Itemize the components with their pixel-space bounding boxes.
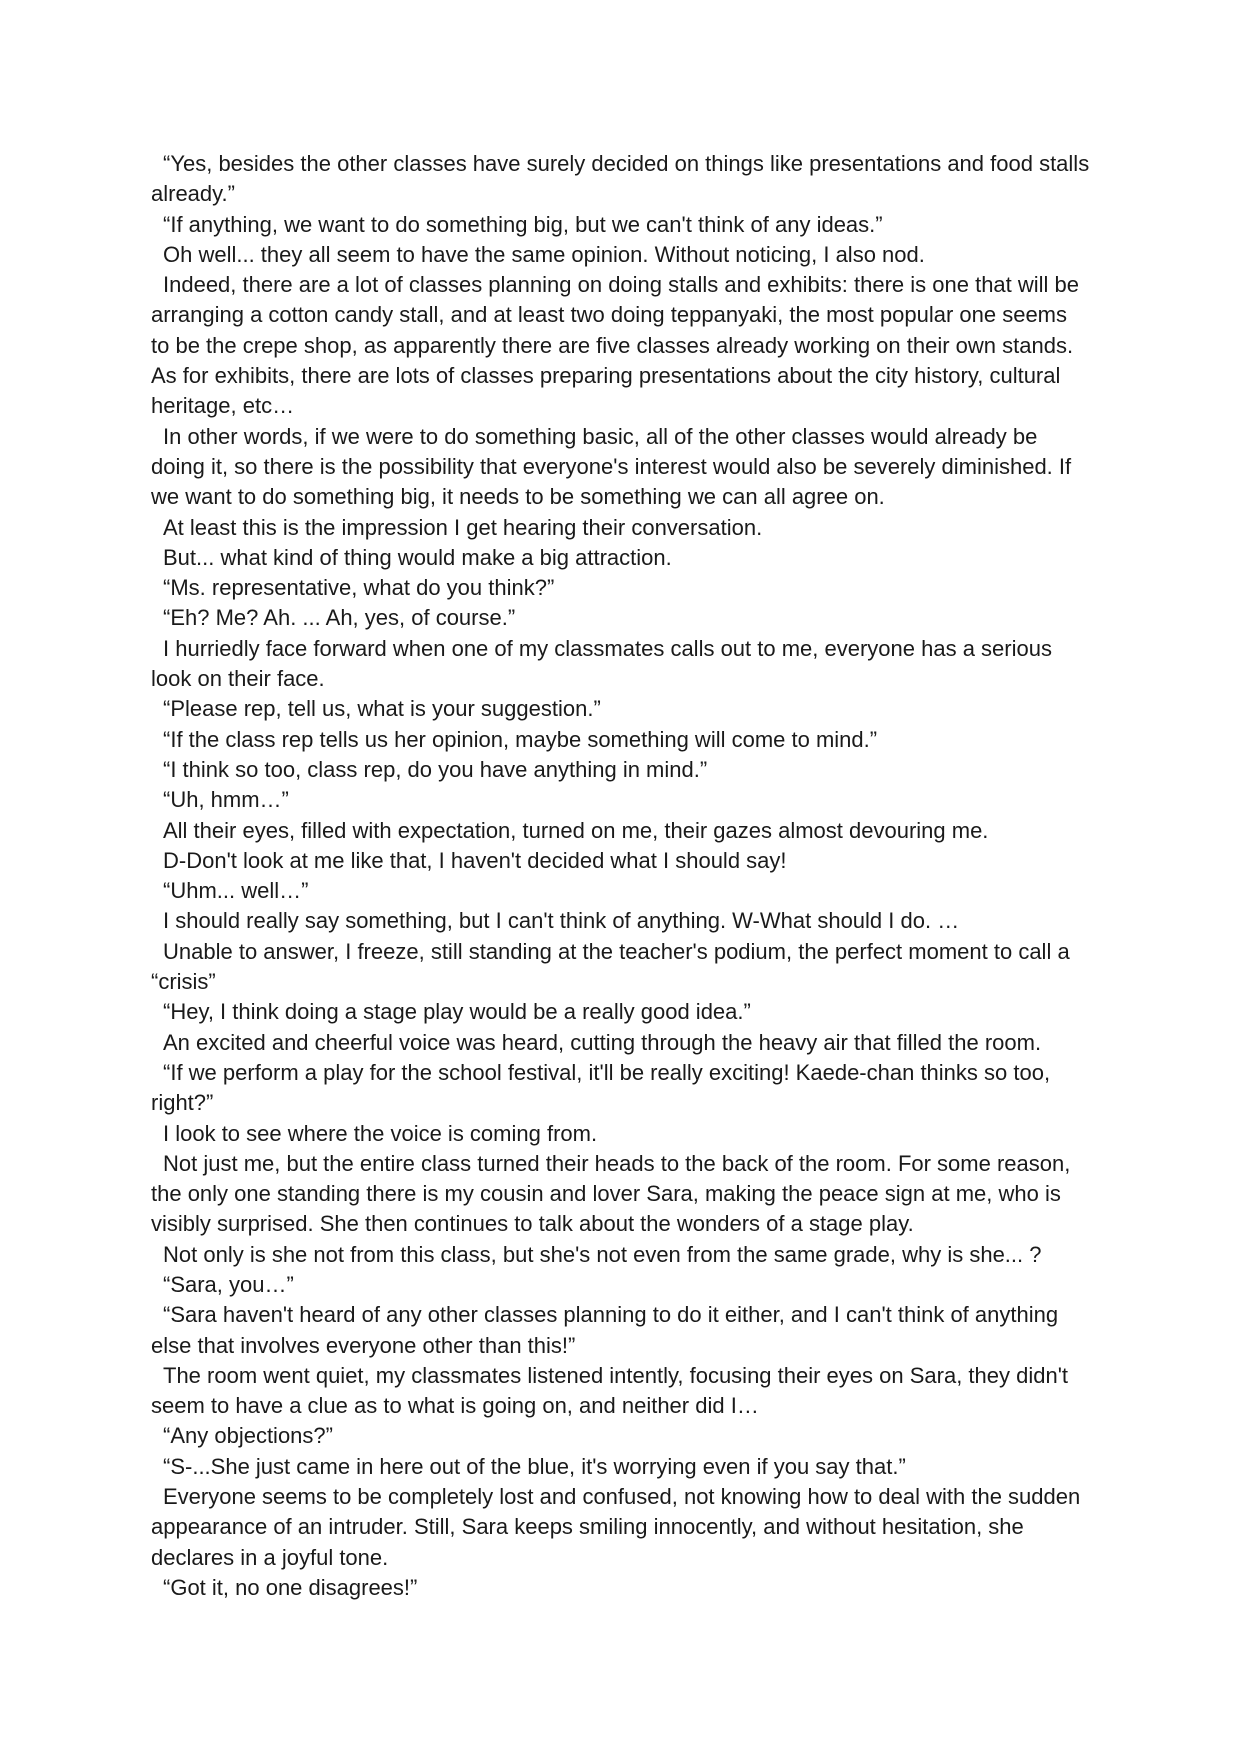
paragraph: “Ms. representative, what do you think?” xyxy=(163,575,555,601)
paragraph: “Yes, besides the other classes have surely decided on things like presentations and food stalls already.” xyxy=(151,151,1090,207)
paragraph: But... what kind of thing would make a big attraction. xyxy=(163,544,672,570)
paragraph: Unable to answer, I freeze, still standing at the teacher's podium, the perfect moment to call a “crisis” xyxy=(151,938,1070,995)
paragraph: “Hey, I think doing a stage play would be a really good idea.” xyxy=(163,999,751,1025)
paragraph: The room went quiet, my classmates listened intently, focusing their eyes on Sara, they didn't seem to have a clue as to what is going on, and neither did I… xyxy=(151,1362,1069,1419)
paragraph: I should really say something, but I can't think of anything. W-What should I do. … xyxy=(163,908,960,934)
paragraph: “Please rep, tell us, what is your suggestion.” xyxy=(163,696,601,722)
paragraph: “Sara, you…” xyxy=(163,1271,294,1297)
paragraph: “Sara haven't heard of any other classes planning to do it either, and I can't think of anything else that involves everyone other than this!” xyxy=(151,1302,1059,1358)
paragraph: “If the class rep tells us her opinion, maybe something will come to mind.” xyxy=(163,726,878,752)
paragraph: Everyone seems to be completely lost and confused, not knowing how to deal with the sudden appearance of an intruder. Still, Sara keeps smiling innocently, and without hesitation, she declares in a joyful tone. xyxy=(151,1484,1081,1570)
paragraph: “Uhm... well…” xyxy=(163,878,309,904)
paragraph: “Eh? Me? Ah. ... Ah, yes, of course.” xyxy=(163,605,516,631)
paragraph: “If anything, we want to do something big, but we can't think of any ideas.” xyxy=(163,211,883,237)
paragraph: An excited and cheerful voice was heard, cutting through the heavy air that filled the room. xyxy=(163,1029,1042,1055)
paragraph: Not just me, but the entire class turned their heads to the back of the room. For some reason, the only one standing there is my cousin and lover Sara, making the peace sign at me, who is visibly surprised. She then continues to talk about the wonders of a stage play. xyxy=(151,1150,1071,1237)
paragraph: “If we perform a play for the school festival, it'll be really exciting! Kaede-chan thinks so too, right?” xyxy=(151,1059,1051,1116)
paragraph: In other words, if we were to do something basic, all of the other classes would already be doing it, so there is the possibility that everyone's interest would also be severely diminished. If we want to do something big, it needs to be something we can all agree on. xyxy=(151,423,1072,510)
paragraph: Not only is she not from this class, but she's not even from the same grade, why is she... ? xyxy=(163,1241,1042,1267)
paragraph: “Uh, hmm…” xyxy=(163,787,289,813)
paragraph: “Any objections?” xyxy=(163,1423,333,1449)
paragraph: I look to see where the voice is coming from. xyxy=(163,1120,598,1146)
paragraph: “S-...She just came in here out of the blue, it's worrying even if you say that.” xyxy=(163,1453,906,1479)
paragraph: “I think so too, class rep, do you have anything in mind.” xyxy=(163,756,708,782)
paragraph: Oh well... they all seem to have the same opinion. Without noticing, I also nod. xyxy=(163,241,925,267)
paragraph: I hurriedly face forward when one of my classmates calls out to me, everyone has a serious look on their face. xyxy=(151,635,1052,692)
paragraph: At least this is the impression I get hearing their conversation. xyxy=(163,514,763,540)
paragraph: D-Don't look at me like that, I haven't decided what I should say! xyxy=(163,847,787,873)
paragraph: “Got it, no one disagrees!” xyxy=(163,1574,418,1600)
document-page xyxy=(151,149,1091,1603)
paragraph: All their eyes, filled with expectation, turned on me, their gazes almost devouring me. xyxy=(163,817,989,843)
paragraph: Indeed, there are a lot of classes planning on doing stalls and exhibits: there is one that will be arranging a cotton candy stall, and at least two doing teppanyaki, the most popular one seems to be the crepe shop, as apparently there are five classes already working on their own stands. As for exhibits, there are lots of classes preparing presentations about the city history, cultural heritage, etc… xyxy=(151,272,1080,419)
